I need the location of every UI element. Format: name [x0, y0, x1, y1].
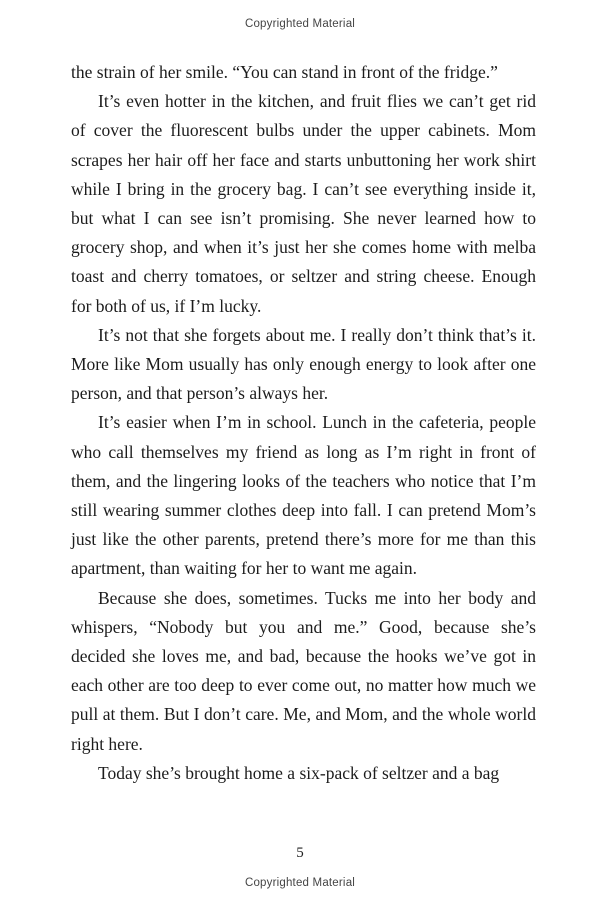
paragraph: It’s not that she forgets about me. I really don’t think that’s it. More like Mom usually has only enough energy to look after one person, and that person’s always her. — [71, 324, 536, 404]
paragraph: Today she’s brought home a six-pack of seltzer and a bag — [98, 762, 500, 783]
paragraph: Because she does, sometimes. Tucks me into her body and whispers, “Nobody but you and me.” Good, because she’s decided she loves me, and bad, because the hooks we’ve got in each other are too deep to ever come out, no matter how much we pull at them. But I don’t care. Me, and Mom, and the whole world right here. — [71, 587, 536, 754]
page-body — [71, 58, 536, 788]
paragraph: It’s easier when I’m in school. Lunch in the cafeteria, people who call themselves my friend as long as I’m right in front of them, and the lingering looks of the teachers who notice that I’m still wearing summer clothes deep into fall. I can pretend Mom’s just like the other parents, pretend there’s more for me than this apartment, than waiting for her to want me again. — [71, 412, 536, 579]
paragraph: It’s even hotter in the kitchen, and fruit flies we can’t get rid of cover the fluorescent bulbs under the upper cabinets. Mom scrapes her hair off her face and starts unbuttoning her work shirt while I bring in the grocery bag. I can’t see everything inside it, but what I can see isn’t promising. She never learned how to grocery shop, and when it’s just her she comes home with melba toast and cherry tomatoes, or seltzer and string cheese. Enough for both of us, if I’m lucky. — [71, 91, 536, 316]
page-number: 5 — [296, 845, 304, 861]
copyright-notice-bottom: Copyrighted Material — [244, 877, 356, 889]
copyright-notice-top: Copyrighted Material — [244, 18, 356, 30]
paragraph: the strain of her smile. “You can stand in front of the fridge.” — [71, 62, 498, 82]
